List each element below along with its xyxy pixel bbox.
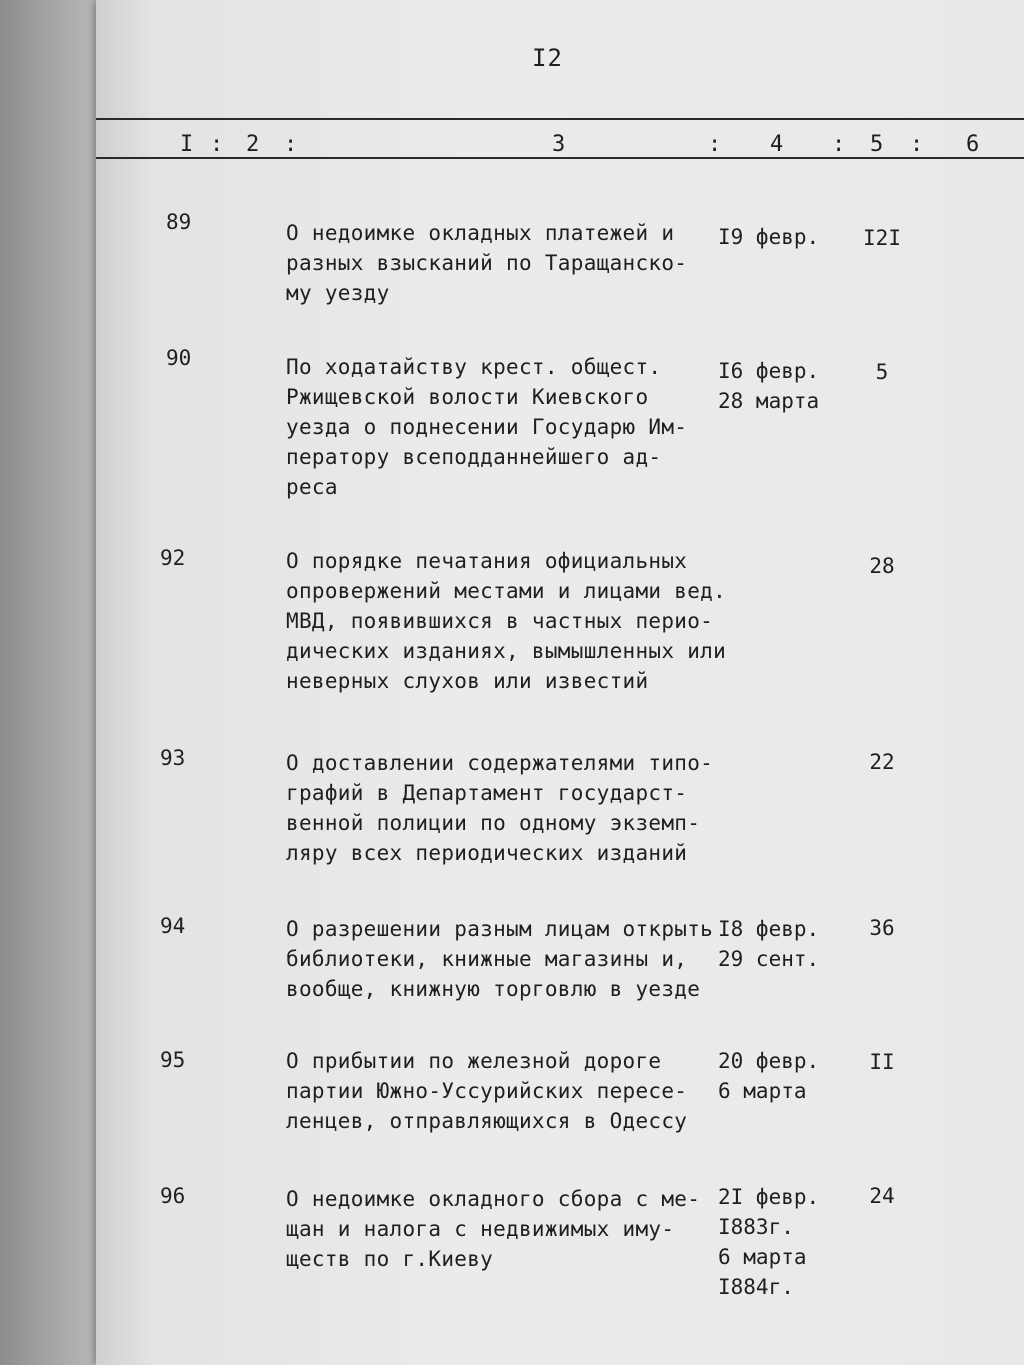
entry-title-line: О порядке печатания официальных <box>286 549 688 573</box>
entry-dates <box>718 222 819 252</box>
header-rule-bottom <box>96 157 1024 159</box>
column-header-3: 3 <box>552 132 566 157</box>
entry-title <box>286 546 726 696</box>
entry-title <box>286 1046 726 1136</box>
entry-title <box>286 748 726 868</box>
entry-date-line: 28 марта <box>718 389 820 413</box>
entry-dates <box>718 1046 819 1106</box>
column-header-4: 4 <box>770 132 784 157</box>
entry-number: 96 <box>160 1184 186 1208</box>
header-rule-top <box>96 118 1024 120</box>
entry-date-line: 2I февр. <box>718 1185 820 1209</box>
column-header-6: 6 <box>966 132 980 157</box>
page-number: I2 <box>532 44 563 72</box>
entry-title-line: О разрешении разным лицам открыть <box>286 917 714 941</box>
column-header-2: 2 <box>246 132 260 157</box>
entry-number: 95 <box>160 1048 186 1072</box>
entry-title-line: щан и налога с недвижимых иму- <box>286 1217 675 1241</box>
entry-title <box>286 352 726 502</box>
entry-title-line: библиотеки, книжные магазины и, <box>286 947 688 971</box>
entry-title-line: О недоимке окладного сбора с ме- <box>286 1187 701 1211</box>
column-separator: : <box>910 132 924 157</box>
entry-date-line: I8 февр. <box>718 917 820 941</box>
entry-title-line: неверных слухов или известий <box>286 669 649 693</box>
entry-number: 90 <box>166 346 192 370</box>
entry-title-line: уезда о поднесении Государю Им- <box>286 415 688 439</box>
entry-title-line: опровержений местами и лицами вед. <box>286 579 727 603</box>
entry-date-line: I6 февр. <box>718 359 820 383</box>
entry-title <box>286 218 726 308</box>
column-separator: : <box>284 132 298 157</box>
entry-date-line: 20 февр. <box>718 1049 820 1073</box>
entry-title-line: ператору всеподданнейшего ад- <box>286 445 662 469</box>
entry-number: 92 <box>160 546 186 570</box>
entry-sheets: 28 <box>869 554 895 578</box>
column-separator: : <box>210 132 224 157</box>
entry-title-line: О прибытии по железной дороге <box>286 1049 662 1073</box>
entry-title <box>286 1184 726 1274</box>
entry-title-line: му уезду <box>286 281 390 305</box>
entry-dates <box>718 356 819 416</box>
entry-sheets: 22 <box>869 750 895 774</box>
entry-number: 94 <box>160 914 186 938</box>
entry-title-line: Ржищевской волости Киевского <box>286 385 649 409</box>
entry-date-line: I9 февр. <box>718 225 820 249</box>
binding-strip <box>0 0 110 1365</box>
entry-title-line: графий в Департамент государст- <box>286 781 688 805</box>
entry-title-line: По ходатайству крест. общест. <box>286 355 662 379</box>
entry-title-line: дических изданиях, вымышленных или <box>286 639 727 663</box>
entry-number: 89 <box>166 210 192 234</box>
entry-title-line: реса <box>286 475 338 499</box>
entry-title <box>286 914 726 1004</box>
entry-title-line: О недоимке окладных платежей и <box>286 221 675 245</box>
entry-dates <box>718 914 819 974</box>
entry-sheets: I2I <box>863 226 901 250</box>
entry-title-line: партии Южно-Уссурийских пересе- <box>286 1079 688 1103</box>
entry-date-line: I883г. <box>718 1215 794 1239</box>
column-separator: : <box>708 132 722 157</box>
entry-title-line: венной полиции по одному экземп- <box>286 811 701 835</box>
column-header-5: 5 <box>870 132 884 157</box>
entry-date-line: 6 марта <box>718 1245 807 1269</box>
entry-title-line: ществ по г.Киеву <box>286 1247 494 1271</box>
entry-number: 93 <box>160 746 186 770</box>
entry-title-line: МВД, появившихся в частных перио- <box>286 609 714 633</box>
entry-title-line: О доставлении содержателями типо- <box>286 751 714 775</box>
entry-date-line: 29 сент. <box>718 947 820 971</box>
entry-sheets: 5 <box>875 360 889 384</box>
entry-title-line: ленцев, отправляющихся в Одессу <box>286 1109 688 1133</box>
entry-sheets: 36 <box>869 916 895 940</box>
entry-date-line: 6 марта <box>718 1079 807 1103</box>
entry-sheets: II <box>869 1050 895 1074</box>
entry-sheets: 24 <box>869 1184 895 1208</box>
column-header-1: I <box>180 132 194 157</box>
entry-date-line: I884г. <box>718 1275 794 1299</box>
entry-title-line: разных взысканий по Таращанско- <box>286 251 688 275</box>
entry-title-line: ляру всех периодических изданий <box>286 841 688 865</box>
entry-title-line: вообще, книжную торговлю в уезде <box>286 977 701 1001</box>
entry-dates <box>718 1182 819 1302</box>
column-separator: : <box>832 132 846 157</box>
